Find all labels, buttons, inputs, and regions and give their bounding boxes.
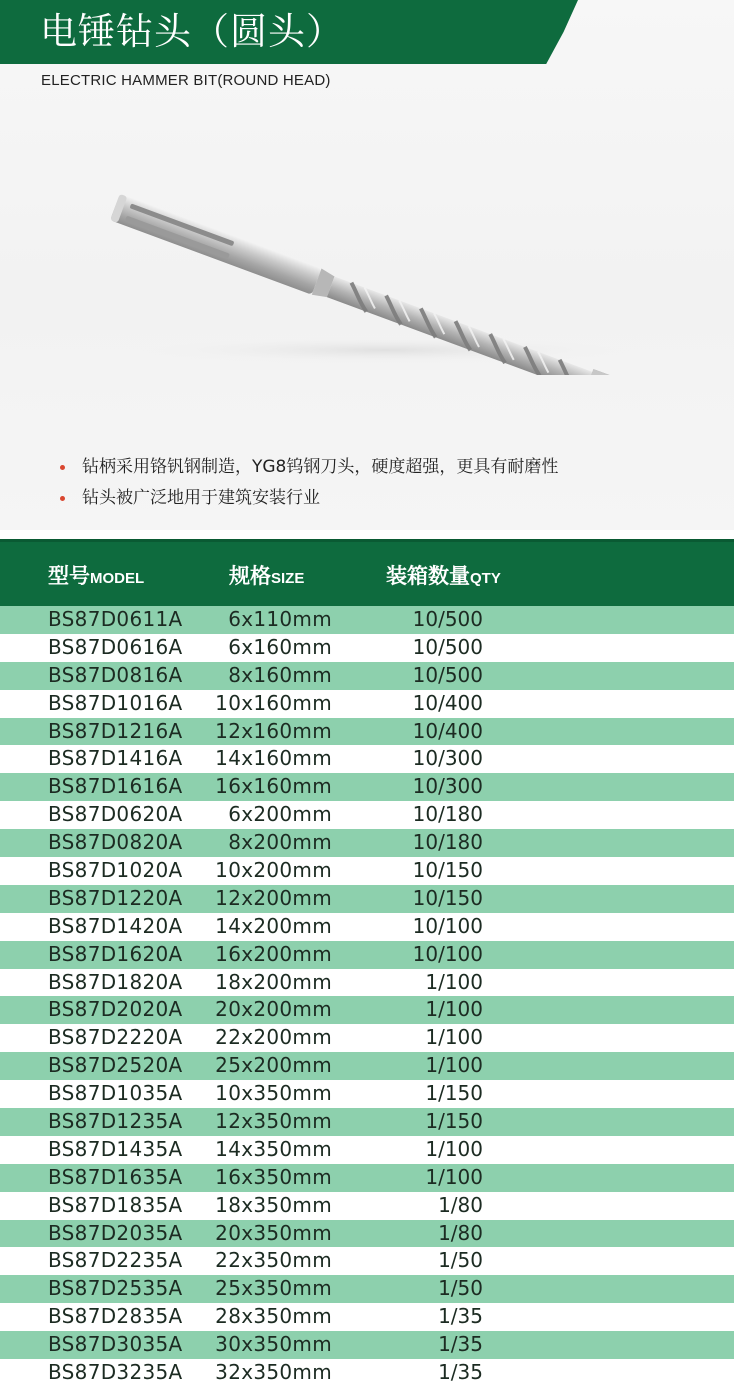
size-cell: 10x200mm	[215, 858, 332, 883]
table-row	[0, 969, 734, 997]
qty-cell: 10/100	[412, 941, 483, 966]
qty-cell: 10/500	[412, 662, 483, 687]
size-cell: 18x200mm	[215, 969, 332, 994]
size-cell: 16x160mm	[215, 774, 332, 799]
qty-cell: 10/180	[412, 830, 483, 855]
table-row	[0, 745, 734, 773]
table-row	[0, 718, 734, 746]
bullet-dot-icon	[60, 496, 65, 501]
table-row	[0, 1052, 734, 1080]
table-row	[0, 1080, 734, 1108]
table-row	[0, 1108, 734, 1136]
model-cell: BS87D1220A	[48, 885, 183, 910]
qty-cell: 1/100	[425, 1136, 483, 1161]
size-cell: 22x200mm	[215, 1025, 332, 1050]
column-header-qty: 装箱数量QTY	[386, 564, 501, 588]
qty-cell: 10/100	[412, 913, 483, 938]
model-cell: BS87D1016A	[48, 690, 183, 715]
table-row	[0, 662, 734, 690]
qty-cell: 10/300	[412, 746, 483, 771]
size-cell: 20x200mm	[215, 997, 332, 1022]
table-row	[0, 1275, 734, 1303]
table-row	[0, 1024, 734, 1052]
table-row	[0, 1192, 734, 1220]
model-cell: BS87D1820A	[48, 969, 183, 994]
size-cell: 18x350mm	[215, 1192, 332, 1217]
table-row	[0, 996, 734, 1024]
qty-cell: 1/80	[438, 1192, 483, 1217]
qty-cell: 10/180	[412, 802, 483, 827]
model-cell: BS87D2520A	[48, 1053, 183, 1078]
qty-cell: 1/150	[425, 1109, 483, 1134]
size-cell: 12x160mm	[215, 718, 332, 743]
qty-cell: 10/150	[412, 858, 483, 883]
bullet-dot-icon	[60, 465, 65, 470]
qty-cell: 1/50	[438, 1248, 483, 1273]
qty-cell: 1/80	[438, 1220, 483, 1245]
table-row	[0, 885, 734, 913]
table-row	[0, 913, 734, 941]
size-cell: 10x350mm	[215, 1081, 332, 1106]
column-header-size: 规格SIZE	[229, 564, 305, 588]
size-cell: 20x350mm	[215, 1220, 332, 1245]
size-cell: 32x350mm	[215, 1360, 332, 1385]
model-cell: BS87D1420A	[48, 913, 183, 938]
table-row	[0, 1331, 734, 1359]
size-cell: 25x200mm	[215, 1053, 332, 1078]
qty-cell: 1/100	[425, 1164, 483, 1189]
feature-item	[55, 483, 715, 514]
size-cell: 16x200mm	[215, 941, 332, 966]
size-cell: 12x200mm	[215, 885, 332, 910]
feature-item	[55, 452, 715, 483]
size-cell: 12x350mm	[215, 1109, 332, 1134]
model-cell: BS87D1635A	[48, 1164, 183, 1189]
model-cell: BS87D2020A	[48, 997, 183, 1022]
size-cell: 25x350mm	[215, 1276, 332, 1301]
model-cell: BS87D1020A	[48, 858, 183, 883]
table-row	[0, 941, 734, 969]
table-row	[0, 801, 734, 829]
model-cell: BS87D3035A	[48, 1332, 183, 1357]
model-cell: BS87D0620A	[48, 802, 183, 827]
qty-cell: 10/150	[412, 885, 483, 910]
size-cell: 6x110mm	[228, 607, 332, 631]
model-cell: BS87D1035A	[48, 1081, 183, 1106]
page-subtitle: ELECTRIC HAMMER BIT(ROUND HEAD)	[41, 72, 331, 89]
model-cell: BS87D0611A	[48, 607, 183, 631]
table-row	[0, 1247, 734, 1275]
size-cell: 14x200mm	[215, 913, 332, 938]
model-cell: BS87D0820A	[48, 830, 183, 855]
model-cell: BS87D2235A	[48, 1248, 183, 1273]
table-row	[0, 857, 734, 885]
qty-cell: 10/400	[412, 690, 483, 715]
qty-cell: 1/35	[438, 1360, 483, 1385]
size-cell: 6x160mm	[228, 634, 332, 659]
model-cell: BS87D1216A	[48, 718, 183, 743]
size-cell: 30x350mm	[215, 1332, 332, 1357]
column-header-model: 型号MODEL	[48, 564, 145, 588]
size-cell: 8x200mm	[228, 830, 332, 855]
model-cell: BS87D3235A	[48, 1360, 183, 1385]
table-row	[0, 1164, 734, 1192]
feature-list	[55, 452, 715, 514]
size-cell: 10x160mm	[215, 690, 332, 715]
qty-cell: 10/500	[412, 634, 483, 659]
model-cell: BS87D2035A	[48, 1220, 183, 1245]
model-cell: BS87D0816A	[48, 662, 183, 687]
qty-cell: 10/300	[412, 774, 483, 799]
size-cell: 14x160mm	[215, 746, 332, 771]
size-cell: 14x350mm	[215, 1136, 332, 1161]
model-cell: BS87D1616A	[48, 774, 183, 799]
feature-text: 钻柄采用铬钒钢制造，YG8钨钢刀头，硬度超强，更具有耐磨性	[82, 457, 559, 477]
table-row	[0, 773, 734, 801]
model-cell: BS87D2220A	[48, 1025, 183, 1050]
table-row	[0, 1359, 734, 1387]
size-cell: 8x160mm	[228, 662, 332, 687]
drill-bit-image	[95, 175, 640, 375]
model-cell: BS87D1416A	[48, 746, 183, 771]
table-row	[0, 1136, 734, 1164]
spec-table	[0, 606, 734, 1387]
page-title: 电锤钻头（圆头）	[40, 10, 344, 53]
qty-cell: 1/100	[425, 969, 483, 994]
spec-table-header	[0, 539, 734, 608]
qty-cell: 1/35	[438, 1332, 483, 1357]
size-cell: 16x350mm	[215, 1164, 332, 1189]
qty-cell: 1/100	[425, 1053, 483, 1078]
table-row	[0, 690, 734, 718]
model-cell: BS87D1620A	[48, 941, 183, 966]
table-row	[0, 634, 734, 662]
qty-cell: 10/400	[412, 718, 483, 743]
qty-cell: 1/50	[438, 1276, 483, 1301]
model-cell: BS87D2835A	[48, 1304, 183, 1329]
qty-cell: 1/35	[438, 1304, 483, 1329]
qty-cell: 1/100	[425, 1025, 483, 1050]
model-cell: BS87D1435A	[48, 1136, 183, 1161]
size-cell: 28x350mm	[215, 1304, 332, 1329]
table-row	[0, 1220, 734, 1248]
table-row	[0, 829, 734, 857]
qty-cell: 1/100	[425, 997, 483, 1022]
size-cell: 6x200mm	[228, 802, 332, 827]
table-row	[0, 1303, 734, 1331]
model-cell: BS87D1235A	[48, 1109, 183, 1134]
qty-cell: 1/150	[425, 1081, 483, 1106]
product-showcase	[0, 0, 734, 530]
model-cell: BS87D1835A	[48, 1192, 183, 1217]
qty-cell: 10/500	[412, 607, 483, 631]
feature-text: 钻头被广泛地用于建筑安装行业	[82, 488, 320, 508]
model-cell: BS87D2535A	[48, 1276, 183, 1301]
model-cell: BS87D0616A	[48, 634, 183, 659]
size-cell: 22x350mm	[215, 1248, 332, 1273]
table-row	[0, 606, 734, 634]
